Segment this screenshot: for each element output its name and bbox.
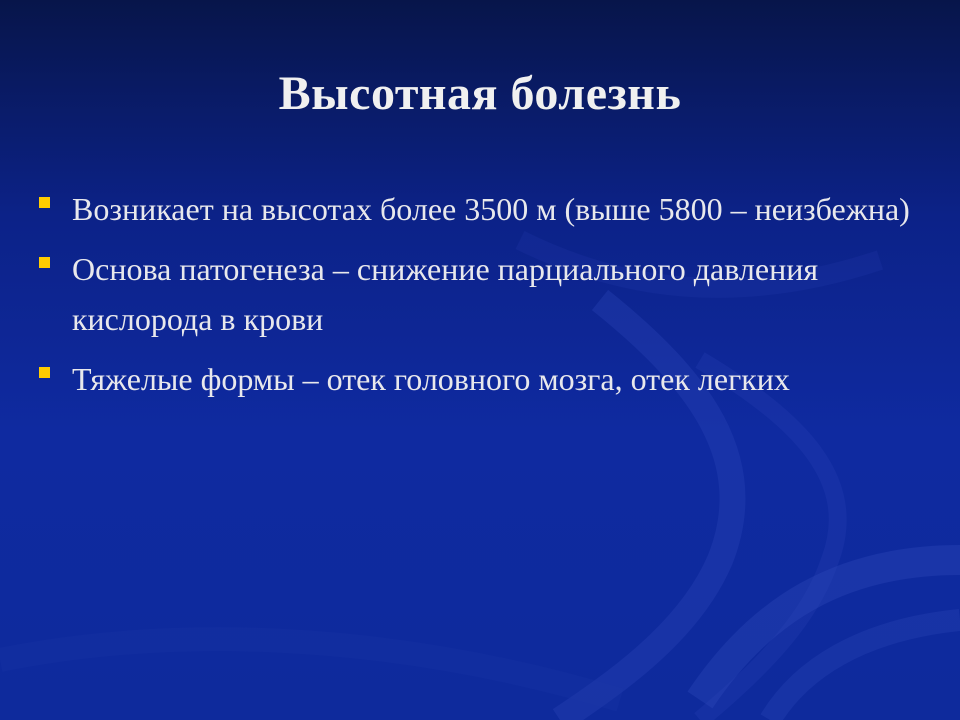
bullet-item	[38, 244, 918, 344]
bullet-text: Основа патогенеза – снижение парциального давления кислорода в крови	[72, 251, 819, 337]
square-bullet-icon	[39, 197, 50, 208]
bullet-text: Возникает на высотах более 3500 м (выше 5800 – неизбежна)	[72, 191, 910, 227]
bullet-text: Тяжелые формы – отек головного мозга, отек легких	[72, 361, 790, 397]
bullet-list	[38, 184, 918, 414]
bullet-item	[38, 354, 918, 404]
bullet-item	[38, 184, 918, 234]
square-bullet-icon	[39, 257, 50, 268]
square-bullet-icon	[39, 367, 50, 378]
slide-title: Высотная болезнь	[278, 67, 682, 120]
